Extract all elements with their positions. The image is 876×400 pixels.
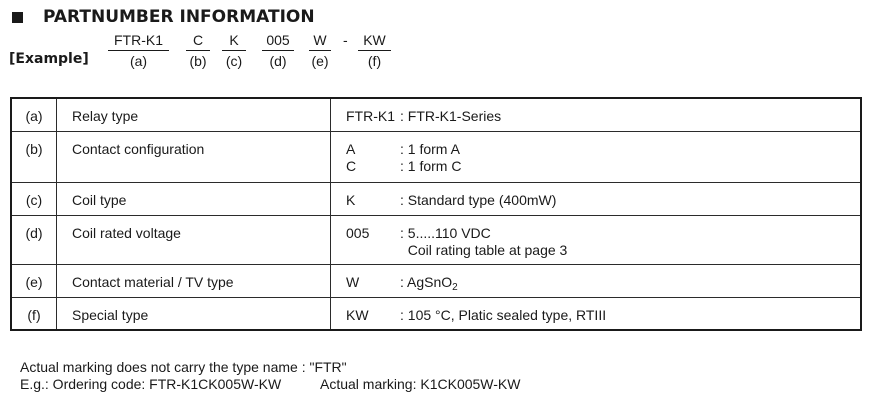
- code-part-a: FTR-K1 (a): [108, 32, 169, 70]
- row-description: K : Standard type (400mW): [331, 182, 862, 215]
- row-name: Relay type: [57, 98, 331, 131]
- row-name: Contact material / TV type: [57, 264, 331, 297]
- example-label: [Example]: [9, 51, 89, 67]
- row-name: Coil type: [57, 182, 331, 215]
- row-description: 005 : 5.....110 VDC Coil rating table at page 3: [331, 215, 862, 264]
- note-actual-marking: Actual marking: K1CK005W-KW: [320, 376, 521, 392]
- row-letter: (b): [11, 131, 57, 182]
- note-ordering-code: E.g.: Ordering code: FTR-K1CK005W-KW: [20, 376, 282, 392]
- row-description: FTR-K1 : FTR-K1-Series: [331, 98, 862, 131]
- row-letter: (c): [11, 182, 57, 215]
- code-part-f: KW (f): [358, 32, 391, 70]
- section-title-text: PARTNUMBER INFORMATION: [43, 7, 315, 27]
- partnumber-table: [10, 97, 862, 331]
- code-part-c: K (c): [222, 32, 246, 70]
- section-title: [12, 6, 315, 28]
- row-description: W : AgSnO$_2$: [331, 264, 862, 297]
- row-name: Contact configuration: [57, 131, 331, 182]
- table-row: [11, 297, 861, 330]
- table-row: [11, 215, 861, 264]
- row-name: Coil rated voltage: [57, 215, 331, 264]
- row-description: A : 1 form A C : 1 form C: [331, 131, 862, 182]
- row-description: KW : 105 °C, Platic sealed type, RTIII: [331, 297, 862, 330]
- square-bullet-icon: [12, 12, 23, 23]
- row-name: Special type: [57, 297, 331, 330]
- subscript: 2: [452, 281, 458, 293]
- row-letter: (d): [11, 215, 57, 264]
- table-row: [11, 264, 861, 297]
- code-part-d: 005 (d): [262, 32, 294, 70]
- note-marking: Actual marking does not carry the type name : "FTR": [20, 359, 347, 375]
- table-row: [11, 182, 861, 215]
- code-part-b: C (b): [186, 32, 210, 70]
- row-letter: (f): [11, 297, 57, 330]
- row-letter: (e): [11, 264, 57, 297]
- code-part-e: W (e): [309, 32, 331, 70]
- code-dash: -: [343, 32, 348, 48]
- table-row: [11, 131, 861, 182]
- row-letter: (a): [11, 98, 57, 131]
- table-row: [11, 98, 861, 131]
